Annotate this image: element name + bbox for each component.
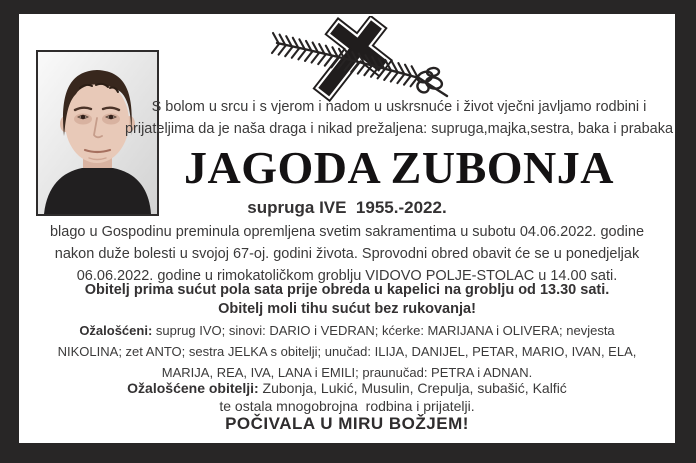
intro-text xyxy=(123,96,675,140)
mourners-line: MARIJA, REA, IVA, LANA i EMILI; praunučad: PETRA i ADNAN. xyxy=(161,365,533,380)
mourners-line: Ožalošćeni: suprug IVO; sinovi: DARIO i VEDRAN; kćerke: MARIJANA i OLIVERA; nevjesta xyxy=(79,323,615,338)
details-line: nakon duže bolesti u svojoj 67-oj. godini života. Sprovodni obred obavit će se u ponedjeljak xyxy=(54,246,640,262)
grieving-families xyxy=(19,379,675,415)
closing-message: POČIVALA U MIRU BOŽJEM! xyxy=(225,414,469,433)
mourners-lead: Ožalošćeni: xyxy=(79,323,153,338)
details-line: 06.06.2022. godine u rimokatoličkom groblju VIDOVO POLJE-STOLAC u 14.00 sati. xyxy=(76,268,618,284)
notice-card xyxy=(19,14,675,443)
families-lead: Ožalošćene obitelji: xyxy=(127,380,259,396)
condolence-line: Obitelj moli tihu sućut bez rukovanja! xyxy=(218,301,476,317)
condolence-line: Obitelj prima sućut pola sata prije obreda u kapelici na groblju od 13.30 sati. xyxy=(84,282,610,298)
mourners-list xyxy=(19,320,675,383)
condolence-notice xyxy=(19,281,675,319)
details-line: blago u Gospodinu preminula opremljena svetim sakramentima u subotu 04.06.2022. godine xyxy=(49,224,645,240)
intro-line: S bolom u srcu i s vjerom i nadom u uskrsnuće i život vječni javljamo rodbini i xyxy=(151,99,647,115)
funeral-details xyxy=(19,221,675,287)
families-line: Ožalošćene obitelji: Zubonja, Lukić, Musulin, Crepulja, subašić, Kalfić xyxy=(127,380,567,396)
subtitle-years: supruga IVE 1955.-2022. xyxy=(247,198,447,217)
deceased-name: JAGODA ZUBONJA xyxy=(184,142,614,193)
families-line: te ostala mnogobrojna rodbina i prijatelji. xyxy=(219,398,475,414)
intro-line: prijateljima da je naša draga i nikad prežaljena: supruga,majka,sestra, baka i prabaka xyxy=(124,121,674,137)
mourners-line: NIKOLINA; zet ANTO; sestra JELKA s obitelji; unučad: ILIJA, DANIJEL, PETAR, MARIO, IVAN, ELA, xyxy=(57,344,637,359)
